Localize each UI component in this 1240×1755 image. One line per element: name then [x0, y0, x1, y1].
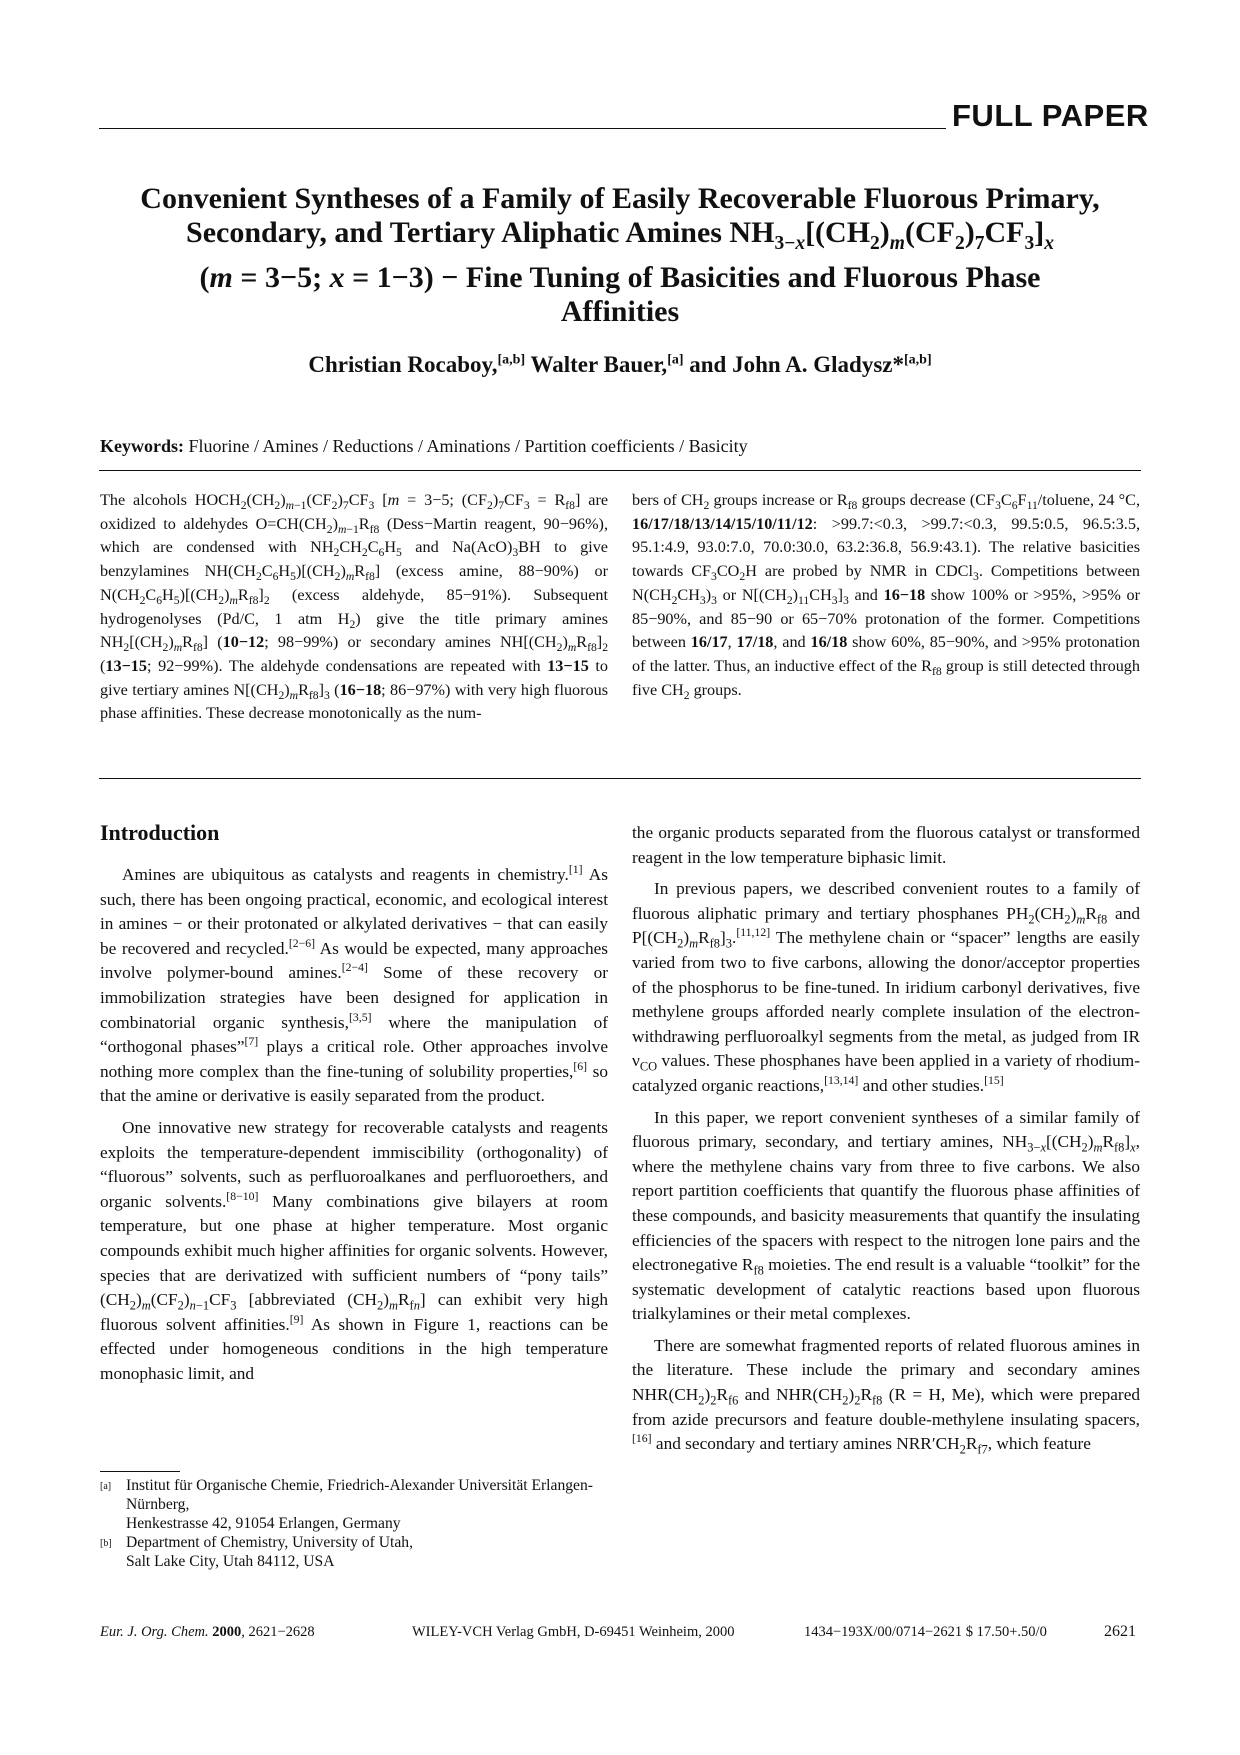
keywords-label: Keywords:: [100, 436, 184, 456]
header-rule: [99, 128, 946, 129]
footnote-b: [100, 1533, 608, 1571]
publisher-line: WILEY-VCH Verlag GmbH, D-69451 Weinheim, 2000: [412, 1624, 735, 1640]
author-list: Christian Rocaboy,[a,b] Walter Bauer,[a] and John A. Gladysz*[a,b]: [308, 352, 932, 377]
journal-citation: Eur. J. Org. Chem. 2000, 2621−2628: [100, 1624, 315, 1640]
introduction-heading: Introduction: [100, 820, 220, 845]
issn-line: 1434−193X/00/0714−2621 $ 17.50+.50/0: [804, 1624, 1047, 1640]
footnote-mark: [b]: [100, 1538, 112, 1549]
abstract-text-left: The alcohols $HOCH_2(CH_2)_{m-1}(CF_2)_7CF_3$ [m = 3−5; $(CF_2)_7CF_3 = R_{f8}$] are oxidized to aldehydes $O=CH(CH_2)_{m-1}R_{f8}$ (Dess−Martin reagent, 90−96%), which are condensed with $NH_2CH_2C_6H_5$ and $Na(AcO)_3BH$ to give benzylamines $NH(CH_2C_6H_5)[(CH_2)_mR_{f8}]$ (excess amine, 88−90%) or $N(CH_2C_6H_5)[(CH_2)_mR_{f8}]_2$ (excess aldehyde, 85−91%). Subsequent hydrogenolyses (Pd/C, 1 atm $H_2$) give the title primary amines $NH_2[(CH_2)_mR_{f8}]$ (10−12; 98−99%) or secondary amines $NH[(CH_2)_mR_{f8}]_2$ (13−15; 92−99%). The aldehyde condensations are repeated with 13−15 to give tertiary amines $N[(CH_2)_mR_{f8}]_3$ (16−18; 86−97%) with very high fluorous phase affinities. These decrease monotonically as the num-: [100, 491, 609, 723]
keywords-line: [100, 436, 1140, 457]
page-number: 2621: [1104, 1623, 1136, 1640]
footnote-rule: [100, 1471, 180, 1472]
section-type-label: FULL PAPER: [952, 98, 1149, 133]
footnote-text: Institut für Organische Chemie, Friedrich-Alexander Universität Erlangen-Nürnberg, Henkestrasse 42, 91054 Erlangen, Germany: [126, 1477, 593, 1532]
introduction-right-column: the organic products separated from the fluorous catalyst or transformed reagent in the low temperature biphasic limit. In previous papers, we described convenient routes to a family of fluorous aliphatic primary and tertiary phosphanes $PH_2(CH_2)_mR_{f8}$ and $P[(CH_2)_mR_{f8}]_3.[11,12]$ The methylene chain or “spacer” lengths are easily varied from two to five carbons, allowing the donor/acceptor properties of the phosphorus to be fine-tuned. In iridium carbonyl derivatives, five methylene groups afforded nearly complete insulation of the electron-withdrawing perfluoroalkyl segments from the metal, as judged from IR $\nu_{CO}$ values. These phosphanes have been applied in a variety of rhodium-catalyzed organic reactions,[13,14] and other studies.[15] In this paper, we report convenient syntheses of a similar family of fluorous primary, secondary, and tertiary amines, $NH_{3-x}[(CH_2)_mR_{f8}]_x$, where the methylene chains vary from three to five carbons. We also report partition coefficients that quantify the fluorous phase affinities of these compounds, and basicity measurements that quantify the insulating efficiencies of the spacers with respect to the nitrogen lone pairs and the electronegative $R_{f8}$ moieties. The end result is a valuable “toolkit” for the systematic development of catalytic reactions based upon fluorous trialkylamines or their metal complexes. There are somewhat fragmented reports of related fluorous amines in the literature. These include the primary and secondary amines $NHR(CH_2)_2R_{f6}$ and $NHR(CH_2)_2R_{f8}$ (R = H, Me), which were prepared from azide precursors and feature double-methylene insulating spacers,[16] and secondary and tertiary amines $NRR'CH_2R_{f7}$, which feature: [632, 823, 1141, 1457]
abstract-right-column: [632, 489, 1140, 702]
abstract-text-right: bers of $CH_2$ groups increase or $R_{f8}$ groups decrease ($CF_3C_6F_{11}$/toluene, 24 °C, 16/17/18/13/14/15/10/11/12: >99.7:<0.3, >99.7:<0.3, 99.5:0.5, 96.5:3.5, 95.1:4.9, 93.0:7.0, 70.0:30.0, 63.2:36.8, 56.9:43.1). The relative basicities towards $CF_3CO_2H$ are probed by NMR in CDCl$_3$. Competitions between $N(CH_2CH_3)_3$ or $N[(CH_2)_{11}CH_3]_3$ and 16−18 show 100% or >95%, >95% or 85−90%, and 85−90 or 65−70% protonation of the former. Competitions between 16/17, 17/18, and 16/18 show 60%, 85−90%, and >95% protonation of the latter. Thus, an inductive effect of the $R_{f8}$ group is still detected through five $CH_2$ groups.: [632, 491, 1141, 702]
footnote-a: [100, 1476, 608, 1533]
keywords-list: Fluorine / Amines / Reductions / Aminations / Partition coefficients / Basicity: [188, 436, 748, 456]
footnote-mark: [a]: [100, 1481, 112, 1492]
abstract-left-column: [100, 489, 608, 726]
affiliation-footnotes: [100, 1476, 608, 1571]
keywords-rule: [99, 470, 1141, 471]
introduction-left-column: Amines are ubiquitous as catalysts and reagents in chemistry.[1] As such, there has been ongoing practical, economic, and ecological interest in amines − or their protonated or alkylated derivatives − that can easily be recovered and recycled.[2−6] As would be expected, many approaches involve polymer-bound amines.[2−4] Some of these recovery or immobilization strategies have been designed for application in combinatorial organic synthesis,[3,5] where the manipulation of “orthogonal phases”[7] plays a critical role. Other approaches involve nothing more complex than the fine-tuning of solubility properties,[6] so that the amine or derivative is easily separated from the product. One innovative new strategy for recoverable catalysts and reagents exploits the temperature-dependent immiscibility (orthogonality) of “fluorous” solvents, such as perfluoroalkanes and perfluoroethers, and organic solvents.[8−10] Many combinations give bilayers at room temperature, but one phase at higher temperature. Most organic compounds exhibit much higher affinities for organic solvents. However, species that are derivatized with sufficient numbers of “pony tails” $(CH_2)_m(CF_2)_{n-1}CF_3$ [abbreviated $(CH_2)_mR_{fn}$] can exhibit very high fluorous solvent affinities.[9] As shown in Figure 1, reactions can be effected under homogeneous conditions in the high temperature monophasic limit, and: [100, 863, 608, 1383]
abstract-rule: [99, 778, 1141, 779]
footnote-text: Department of Chemistry, University of Utah, Salt Lake City, Utah 84112, USA: [126, 1534, 413, 1570]
paper-title: Convenient Syntheses of a Family of Easily Recoverable Fluorous Primary, Secondary, and Tertiary Aliphatic Amines $NH_{3-x}[(CH_2)_m(CF_2)_7CF_3]_x$ (m = 3−5; x = 1−3) − Fine Tuning of Basicities and Fluorous Phase Affinities: [140, 182, 1100, 328]
